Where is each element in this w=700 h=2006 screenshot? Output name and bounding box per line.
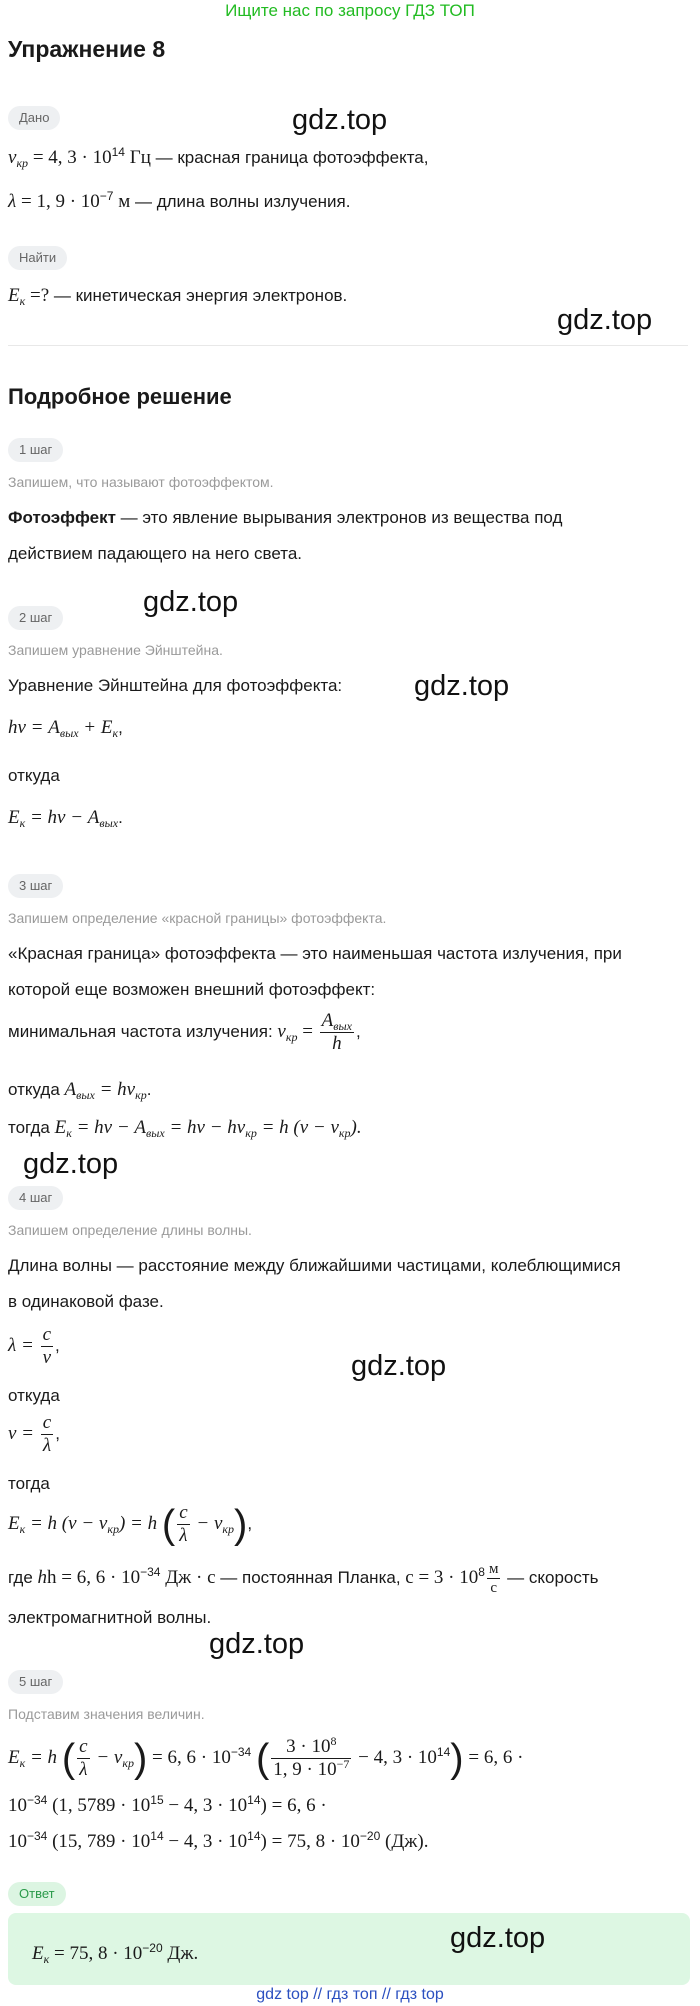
fraction: $\frac{c}{\lambda}$ <box>42 1412 52 1456</box>
watermark: gdz.top <box>351 1350 447 1382</box>
step1-line2: действием падающего на него света. <box>8 544 303 563</box>
watermark: gdz.top <box>450 1922 546 1954</box>
step1-hint: Запишем, что называют фотоэффектом. <box>8 474 274 490</box>
top-banner: Ищите нас по запросу ГДЗ ТОП <box>225 1 475 20</box>
step2-line1: Уравнение Эйнштейна для фотоэффекта: <box>8 676 343 695</box>
step1-line1: Фотоэффект — это явление вырывания электронов из вещества под <box>8 508 563 527</box>
step4-label: 4 шаг <box>8 1186 63 1210</box>
watermark: gdz.top <box>557 304 653 336</box>
step1-label: 1 шаг <box>8 438 63 462</box>
step2-otkuda: откуда <box>8 766 60 785</box>
watermark: gdz.top <box>23 1148 119 1180</box>
step3-line2: которой еще возможен внешний фотоэффект: <box>8 980 376 999</box>
calc-line-3: $10^{-34}$ (15, $789 \cdot 10^{14} - 4$, $3 \cdot 10^{14}) = 75$, $8 \cdot 10^{-20}$ (Дж). <box>8 1829 429 1852</box>
frequency-equation: ν = $\frac{c}{\lambda}$ , <box>8 1412 60 1456</box>
fraction: $\frac{c}{\nu}$ <box>42 1324 51 1368</box>
footer-links[interactable]: gdz top // гдз топ // гдз top <box>256 1986 444 2003</box>
step3-line1: «Красная граница» фотоэффекта — это наименьшая частота излучения, при <box>8 944 622 963</box>
step5-hint: Подставим значения величин. <box>8 1706 205 1722</box>
constants-line: где hh = 6, $6 \cdot 10^{-34}$ Дж · с — постоянная Планка, $c = 3 \cdot 10^8$ $\frac{м}{с}$ — скорость <box>8 1561 599 1596</box>
find-line: $E_к$ =? — кинетическая энергия электронов. <box>8 285 348 308</box>
step4-togda: тогда <box>8 1474 50 1493</box>
einstein-equation: $h\nu = A_{вых} + E_к$, <box>8 717 123 740</box>
watermark: gdz.top <box>292 104 388 136</box>
step2-label: 2 шаг <box>8 606 63 630</box>
step4-line2: в одинаковой фазе. <box>8 1292 164 1311</box>
step4-line1: Длина волны — расстояние между ближайшими частицами, колеблющимися <box>8 1256 621 1275</box>
calc-line-1: $E_к = h$ ( $\frac{c}{\lambda}$ − $\nu_{кр}) = 6$, $6 \cdot 10^{-34}$ ( $\frac{3 \cdot 10^8}{1, 9 \cdot 10^{-7}}$ − 4, $3 \cdot 10^{14}) = 6$, 6 · <box>8 1734 524 1781</box>
watermark: gdz.top <box>209 1628 305 1660</box>
work-function-line: откуда $A_{вых} = h\nu_{кр}$. <box>8 1079 152 1102</box>
fraction: $\frac{c}{\lambda}$ <box>179 1502 188 1546</box>
step3-label: 3 шаг <box>8 874 63 898</box>
divider <box>8 345 688 346</box>
watermark: gdz.top <box>143 586 239 618</box>
min-frequency-line: минимальная частота излучения: $\nu_{кр}$ = $\frac{A_{вых}}{h}$ , <box>8 1010 361 1054</box>
fraction: $\frac{A_{вых}}{h}$ <box>321 1010 352 1054</box>
given-label: Дано <box>8 106 60 130</box>
page-title: Упражнение 8 <box>8 36 166 62</box>
given-nu-line: $\nu_{кр} = 4$, $3 \cdot 10^{14}$ Гц — красная граница фотоэффекта, <box>8 145 429 170</box>
step4-otkuda: откуда <box>8 1386 60 1405</box>
step4-line-last: электромагнитной волны. <box>8 1608 212 1627</box>
energy-wavelength-equation: $E_к = h$ $(\nu - \nu_{кр}) = h$ ( $\frac{c}{\lambda}$ − $\nu_{кр}$), <box>8 1502 253 1547</box>
watermark: gdz.top <box>414 670 510 702</box>
calc-line-2: $10^{-34}$ (1, $5789 \cdot 10^{15} - 4$, $3 \cdot 10^{14}) = 6$, 6 · <box>8 1793 327 1816</box>
fraction: $\frac{3 \cdot 10^8}{1, 9 \cdot 10^{-7}}$ <box>273 1734 350 1780</box>
answer-label: Ответ <box>8 1882 66 1906</box>
answer-value: $E_к = 75$, $8 \cdot 10^{-20}$ Дж. <box>32 1941 199 1966</box>
given-lambda-line: λ = 1, $9 \cdot 10^{-7}$ м — длина волны излучения. <box>8 189 351 212</box>
wavelength-equation: λ = $\frac{c}{\nu}$ , <box>8 1324 60 1368</box>
step3-hint: Запишем определение «красной границы» фотоэффекта. <box>8 910 387 926</box>
fraction: $\frac{c}{\lambda}$ <box>79 1736 88 1780</box>
step5-label: 5 шаг <box>8 1670 63 1694</box>
kinetic-energy-equation: $E_к = h\nu - A_{вых}$. <box>8 807 123 830</box>
solution-title: Подробное решение <box>8 384 232 409</box>
step2-hint: Запишем уравнение Эйнштейна. <box>8 642 223 658</box>
togda-line: тогда $E_к = h\nu - A_{вых} = h\nu - h\nu_{кр} = h$ $(\nu - \nu_{кр})$. <box>8 1117 362 1140</box>
find-label: Найти <box>8 246 67 270</box>
step4-hint: Запишем определение длины волны. <box>8 1222 252 1238</box>
unit-fraction: $\frac{м}{с}$ <box>488 1561 499 1596</box>
